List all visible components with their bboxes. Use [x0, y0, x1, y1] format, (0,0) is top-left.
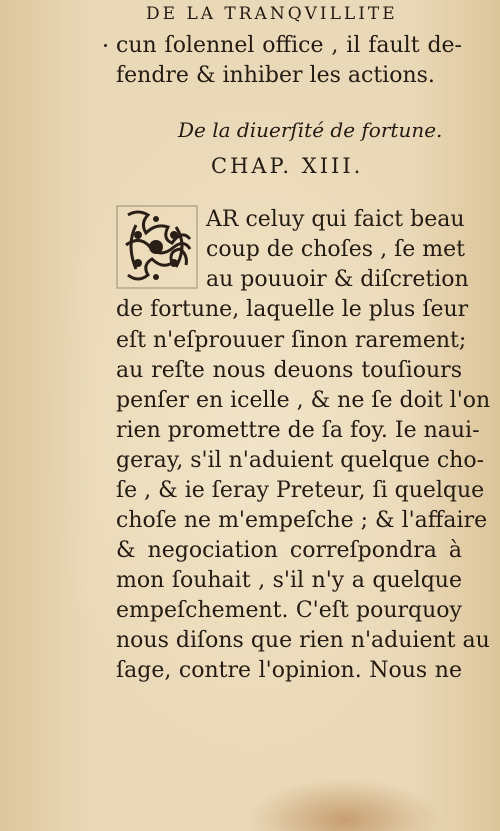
ink-mark: [104, 44, 107, 47]
running-head: DE LA TRANQVILLITE: [146, 4, 398, 24]
text-line: & negociation correſpondra à: [116, 538, 462, 563]
text-line: AR celuy qui faict beau: [206, 207, 465, 232]
text-line: empeſchement. C'eſt pourquoy: [116, 598, 462, 623]
text-line: ſage, contre l'opinion. Nous ne: [116, 658, 462, 683]
ornamental-initial-icon: [116, 205, 198, 289]
chapter-heading: CHAP. XIII.: [211, 154, 364, 178]
text-line: choſe ne m'empeſche ; & l'affaire: [116, 508, 488, 533]
text-line: eſt n'eſprouuer ſinon rarement;: [116, 328, 467, 353]
text-line: cun ſolennel office , il fault de-: [116, 33, 462, 58]
text-line: coup de choſes , ſe met: [206, 237, 465, 262]
text-line: fendre & inhiber les actions.: [116, 63, 435, 88]
text-line: au reſte nous deuons touſiours: [116, 358, 462, 383]
ornamental-initial-c: [116, 205, 198, 289]
section-title: De la diuerſité de fortune.: [178, 118, 443, 142]
text-line: geray, s'il n'aduient quelque cho-: [116, 448, 485, 473]
text-line: penſer en icelle , & ne ſe doit l'on: [116, 388, 491, 413]
text-line: mon ſouhait , s'il n'y a quelque: [116, 568, 462, 593]
text-line: rien promettre de ſa foy. Ie naui-: [116, 418, 480, 443]
text-line: au pouuoir & diſcretion: [206, 267, 469, 292]
text-line: ſe , & ie ſeray Preteur, ſi quelque: [116, 478, 485, 503]
text-line: de fortune, laquelle le plus ſeur: [116, 297, 469, 322]
text-line: nous diſons que rien n'aduient au: [116, 628, 490, 653]
